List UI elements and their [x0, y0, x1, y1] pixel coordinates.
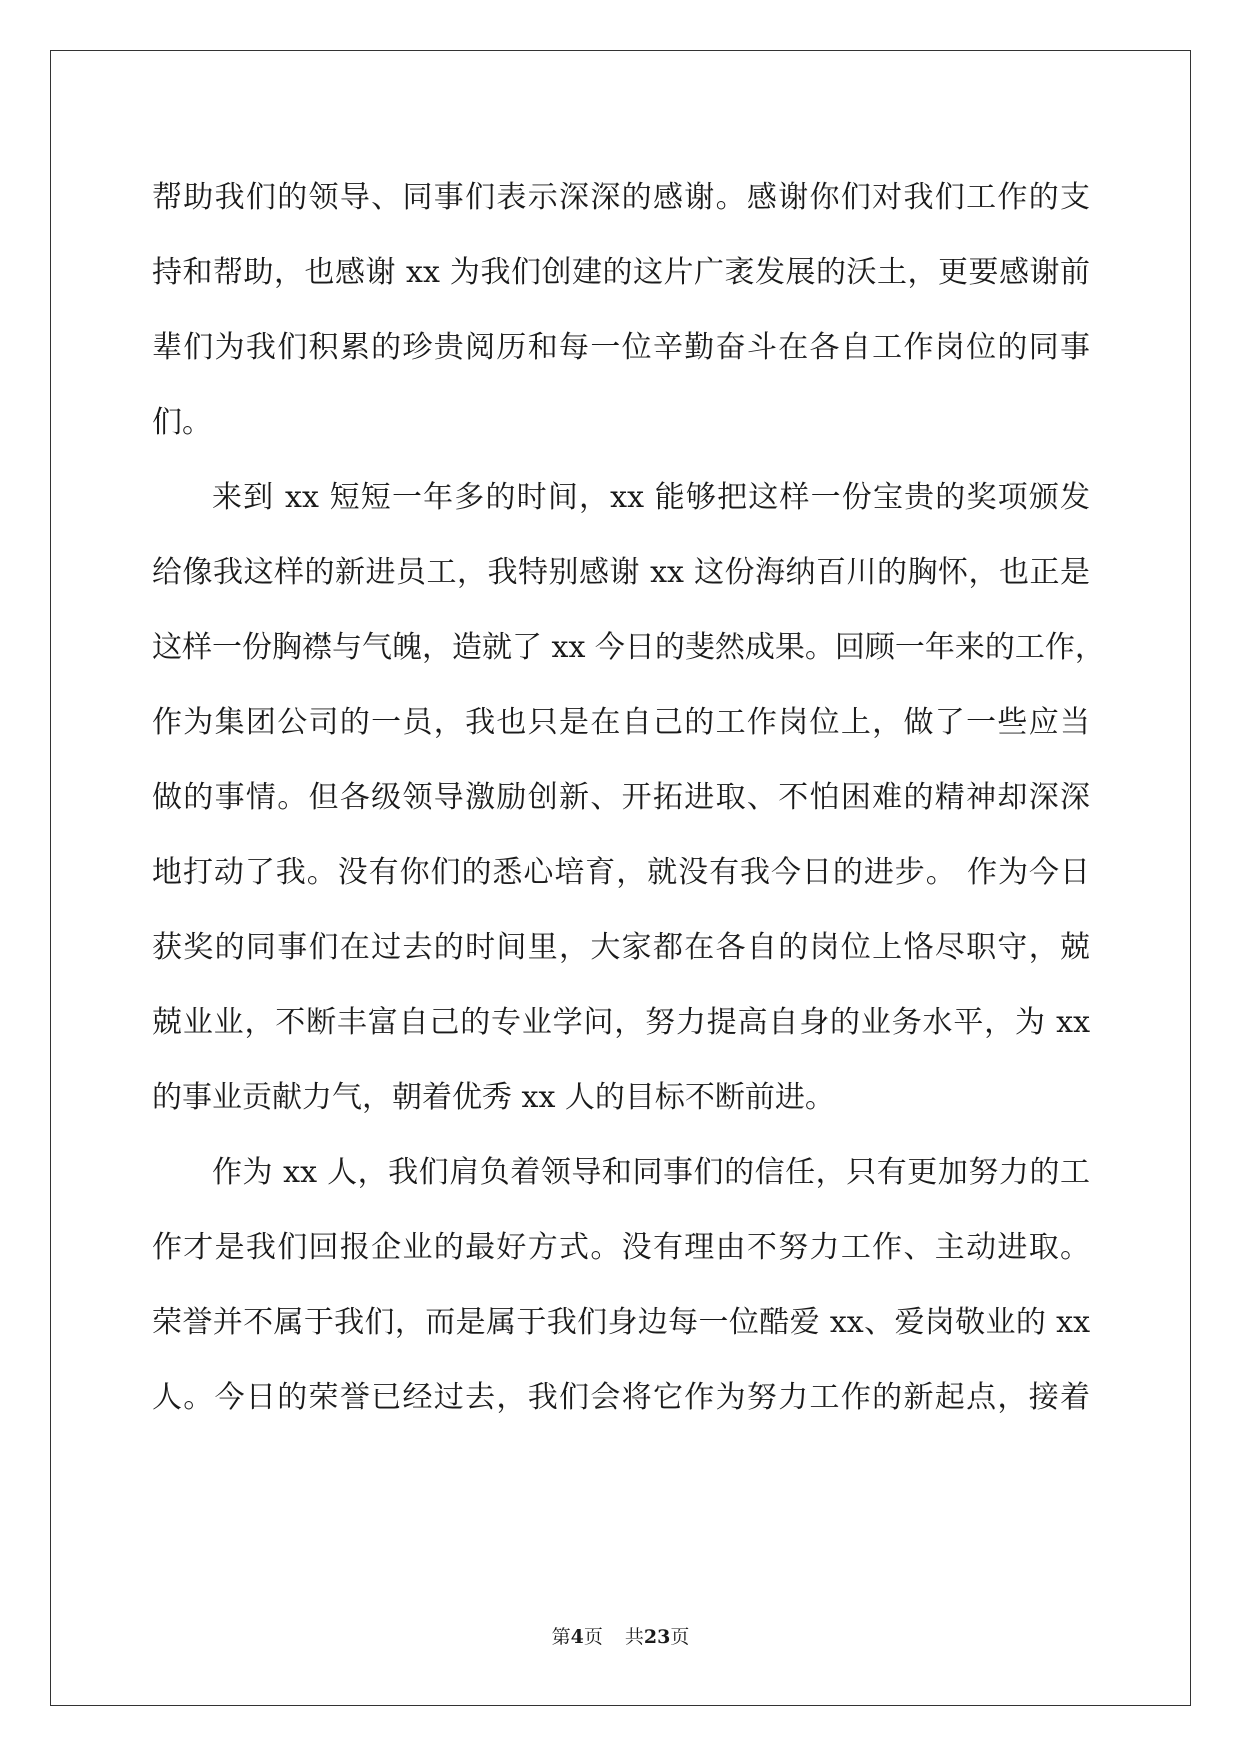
paragraph-1-line-1: 帮助我们的领导、同事们表示深深的感谢。感谢你们对我们工作的支 — [152, 180, 1090, 215]
document-body — [152, 160, 1105, 1435]
paragraph-2-line-9: 的事业贡献力气，朝着优秀 xx 人的目标不断前进。 — [152, 1080, 835, 1115]
paragraph-2-line-1: 来到 xx 短短一年多的时间，xx 能够把这样一份宝贵的奖项颁发 — [212, 480, 1090, 515]
paragraph-1-line-4: 们。 — [152, 405, 212, 440]
current-page-number: 4 — [570, 1626, 584, 1648]
paragraph-2-line-4: 作为集团公司的一员，我也只是在自己的工作岗位上，做了一些应当 — [152, 705, 1090, 740]
paragraph-3-line-4: 人。今日的荣誉已经过去，我们会将它作为努力工作的新起点，接着 — [152, 1380, 1090, 1415]
paragraph-2-line-7: 获奖的同事们在过去的时间里，大家都在各自的岗位上恪尽职守，兢 — [152, 930, 1090, 965]
paragraph-1-line-3: 辈们为我们积累的珍贵阅历和每一位辛勤奋斗在各自工作岗位的同事 — [152, 330, 1090, 365]
paragraph-3-line-3: 荣誉并不属于我们，而是属于我们身边每一位酷爱 xx、爱岗敬业的 xx — [152, 1305, 1090, 1340]
paragraph-3-line-2: 作才是我们回报企业的最好方式。没有理由不努力工作、主动进取。 — [152, 1230, 1090, 1265]
paragraph-2-line-3: 这样一份胸襟与气魄，造就了 xx 今日的斐然成果。回顾一年来的工作， — [152, 630, 1105, 665]
paragraph-3-line-1: 作为 xx 人，我们肩负着领导和同事们的信任，只有更加努力的工 — [212, 1155, 1090, 1190]
page-label-suffix: 页 — [583, 1626, 603, 1648]
paragraph-1-line-2: 持和帮助，也感谢 xx 为我们创建的这片广袤发展的沃土，更要感谢前 — [152, 255, 1090, 290]
paragraph-2-line-5: 做的事情。但各级领导激励创新、开拓进取、不怕困难的精神却深深 — [152, 780, 1090, 815]
total-label-prefix: 共 — [624, 1626, 644, 1648]
total-page-count: 23 — [643, 1626, 671, 1648]
paragraph-2-line-6: 地打动了我。没有你们的悉心培育，就没有我今日的进步。 作为今日 — [152, 855, 1090, 890]
paragraph-2-line-2: 给像我这样的新进员工，我特别感谢 xx 这份海纳百川的胸怀，也正是 — [152, 555, 1090, 590]
page-footer — [0, 1622, 1241, 1649]
total-label-suffix: 页 — [670, 1626, 690, 1648]
page-label-prefix: 第 — [551, 1626, 571, 1648]
paragraph-2-line-8: 兢业业，不断丰富自己的专业学问，努力提高自身的业务水平，为 xx — [152, 1005, 1090, 1040]
